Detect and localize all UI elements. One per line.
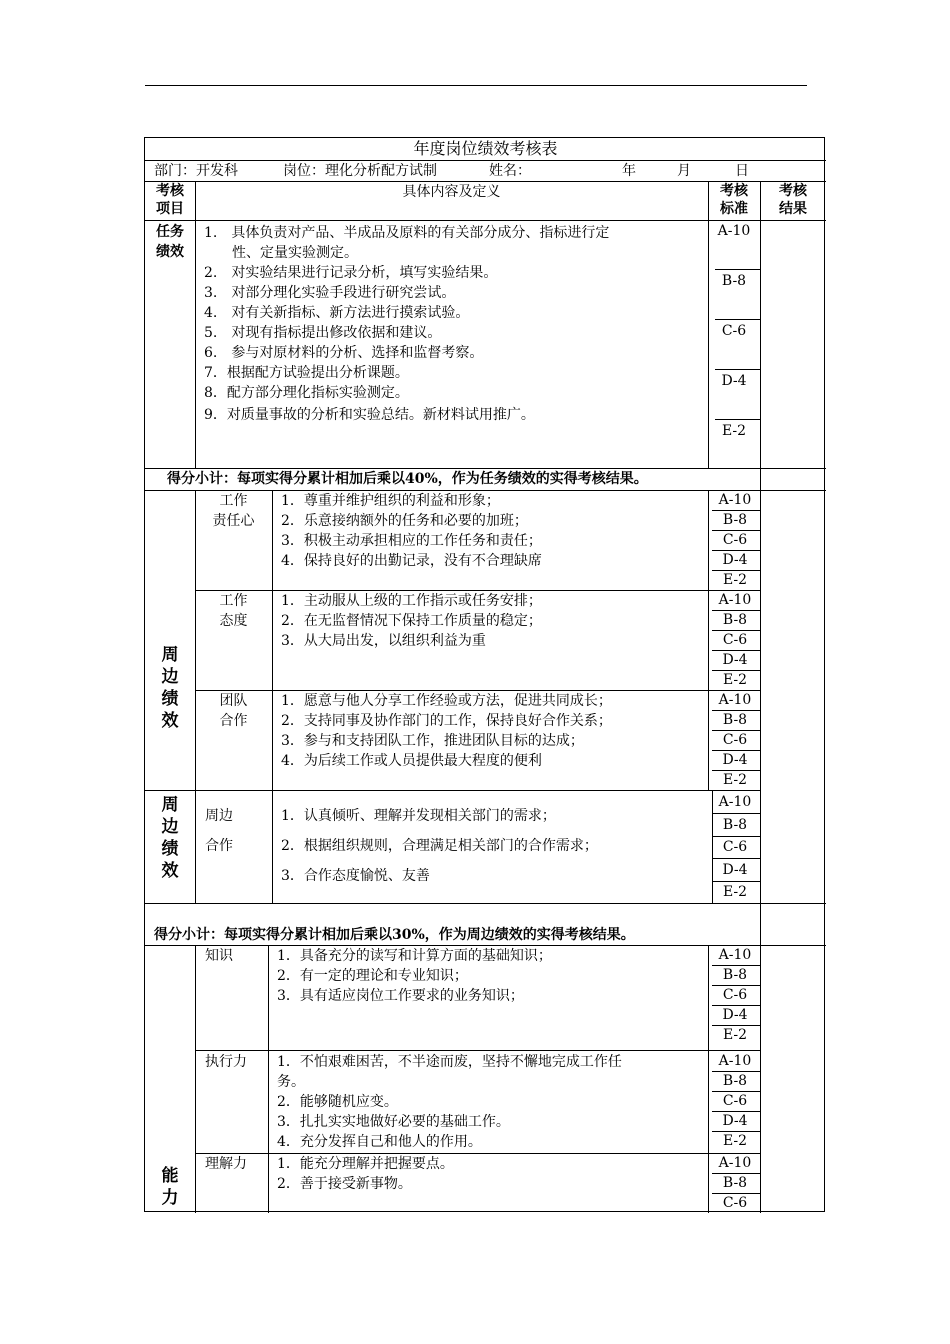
grade-e: E-2 — [722, 672, 748, 688]
day-label: 日 — [735, 163, 749, 179]
grade-b: B-8 — [722, 817, 748, 833]
grade-c: C-6 — [722, 1195, 748, 1211]
form-title: 年度岗位绩效考核表 — [413, 139, 558, 158]
grade-d: D-4 — [722, 752, 748, 768]
month-label: 月 — [677, 163, 691, 179]
comprehension-items: 1．能充分理解并把握要点。 2．善于接受新事物。 — [277, 1156, 454, 1192]
teamwork-items: 1．愿意与他人分享工作经验或方法，促进共同成长； 2．支持同事及协作部门的工作，保持良好合作关系； 3．参与和支持团队工作，推进团队目标的达成； 4．为后续工作或人员提供最大程度的便利 — [281, 693, 612, 769]
department: 部门：开发科 — [154, 163, 238, 179]
knowledge-items: 1．具备充分的读写和计算方面的基础知识； 2．有一定的理论和专业知识； 3．具有适应岗位工作要求的业务知识； — [277, 948, 552, 1004]
grade-e: E-2 — [722, 772, 748, 788]
grade-e: E-2 — [722, 1133, 748, 1149]
peripheral-label: 周 边 绩 效 — [161, 645, 179, 731]
grade-c: C-6 — [722, 1093, 748, 1109]
task-items: 1. 具体负责对产品、半成品及原料的有关部分成分、指标进行定 性、定量实验测定。 2. 对实验结果进行记录分析，填写实验结果。 3. 对部分理化实验手段进行研究尝试。 4. 对有关新指标、新方法进行摸索试验。 5. 对现有指标提出修改依据和建议。 6. 参与对原材料的分析、选择和监督考察。 7．根据配方试验提出分析课题。 8．配方部分理化指标实验测定。 9．对质量事故的分析和实验总结。新材料试用推广。 — [204, 225, 610, 423]
peripheral-label-2: 周 边 绩 效 — [161, 795, 179, 881]
grade-a: A-10 — [717, 223, 751, 239]
grade-c: C-6 — [721, 323, 747, 339]
section-cooperation: 周边 合作 — [205, 808, 233, 854]
grade-a: A-10 — [718, 492, 752, 508]
responsibility-items: 1．尊重并维护组织的利益和形象； 2．乐意接纳额外的任务和必要的加班； 3．积极主动承担相应的工作任务和责任； 4．保持良好的出勤记录，没有不合理缺席 — [281, 493, 542, 569]
grade-c: C-6 — [722, 732, 748, 748]
section-responsibility: 工作 责任心 — [212, 493, 255, 529]
grade-a: A-10 — [718, 794, 752, 810]
grade-a: A-10 — [718, 1053, 752, 1069]
grade-a: A-10 — [718, 592, 752, 608]
grade-c: C-6 — [722, 632, 748, 648]
section-teamwork: 团队 合作 — [219, 693, 248, 729]
grade-c: C-6 — [722, 987, 748, 1003]
grade-e: E-2 — [722, 884, 748, 900]
grade-e: E-2 — [721, 423, 747, 439]
grade-d: D-4 — [722, 1113, 748, 1129]
attitude-items: 1．主动服从上级的工作指示或任务安排； 2．在无监督情况下保持工作质量的稳定； 3．从大局出发，以组织利益为重 — [281, 593, 542, 649]
appraisal-form — [144, 137, 825, 1212]
grade-b: B-8 — [722, 612, 748, 628]
grade-d: D-4 — [721, 373, 747, 389]
grade-b: B-8 — [722, 1175, 748, 1191]
column-item: 考核 项目 — [156, 183, 184, 217]
task-label: 任务 绩效 — [156, 224, 184, 260]
grade-a: A-10 — [718, 1155, 752, 1171]
position: 岗位：理化分析配方试制 — [283, 163, 437, 179]
section-execution: 执行力 — [205, 1054, 247, 1070]
grade-a: A-10 — [718, 692, 752, 708]
section-knowledge: 知识 — [205, 948, 233, 964]
column-standard: 考核 标准 — [720, 183, 748, 217]
grade-d: D-4 — [722, 652, 748, 668]
column-content: 具体内容及定义 — [402, 184, 501, 200]
section-attitude: 工作 态度 — [219, 593, 248, 629]
grade-b: B-8 — [722, 712, 748, 728]
year-label: 年 — [622, 163, 636, 179]
grade-b: B-8 — [722, 967, 748, 983]
task-subtotal: 得分小计：每项实得分累计相加后乘以40%，作为任务绩效的实得考核结果。 — [167, 471, 648, 487]
grade-c: C-6 — [722, 532, 748, 548]
header-rule — [145, 85, 807, 86]
section-comprehension: 理解力 — [205, 1156, 247, 1172]
grade-b: B-8 — [721, 273, 747, 289]
grade-c: C-6 — [722, 839, 748, 855]
grade-b: B-8 — [722, 512, 748, 528]
grade-b: B-8 — [722, 1073, 748, 1089]
grade-e: E-2 — [722, 1027, 748, 1043]
grade-d: D-4 — [722, 552, 748, 568]
ability-label: 能 力 — [161, 1166, 179, 1208]
cooperation-items: 1．认真倾听、理解并发现相关部门的需求； 2．根据组织规则，合理满足相关部门的合作需求； 3．合作态度愉悦、友善 — [281, 808, 598, 884]
grade-e: E-2 — [722, 572, 748, 588]
grade-d: D-4 — [722, 1007, 748, 1023]
column-result: 考核 结果 — [779, 183, 807, 217]
grade-a: A-10 — [718, 947, 752, 963]
grade-d: D-4 — [722, 862, 748, 878]
execution-items: 1．不怕艰难困苦，不半途而废，坚持不懈地完成工作任 务。 2．能够随机应变。 3．扎扎实实地做好必要的基础工作。 4．充分发挥自己和他人的作用。 — [277, 1054, 622, 1150]
peripheral-subtotal: 得分小计：每项实得分累计相加后乘以30%，作为周边绩效的实得考核结果。 — [154, 927, 635, 943]
employee-name-label: 姓名： — [489, 163, 531, 179]
